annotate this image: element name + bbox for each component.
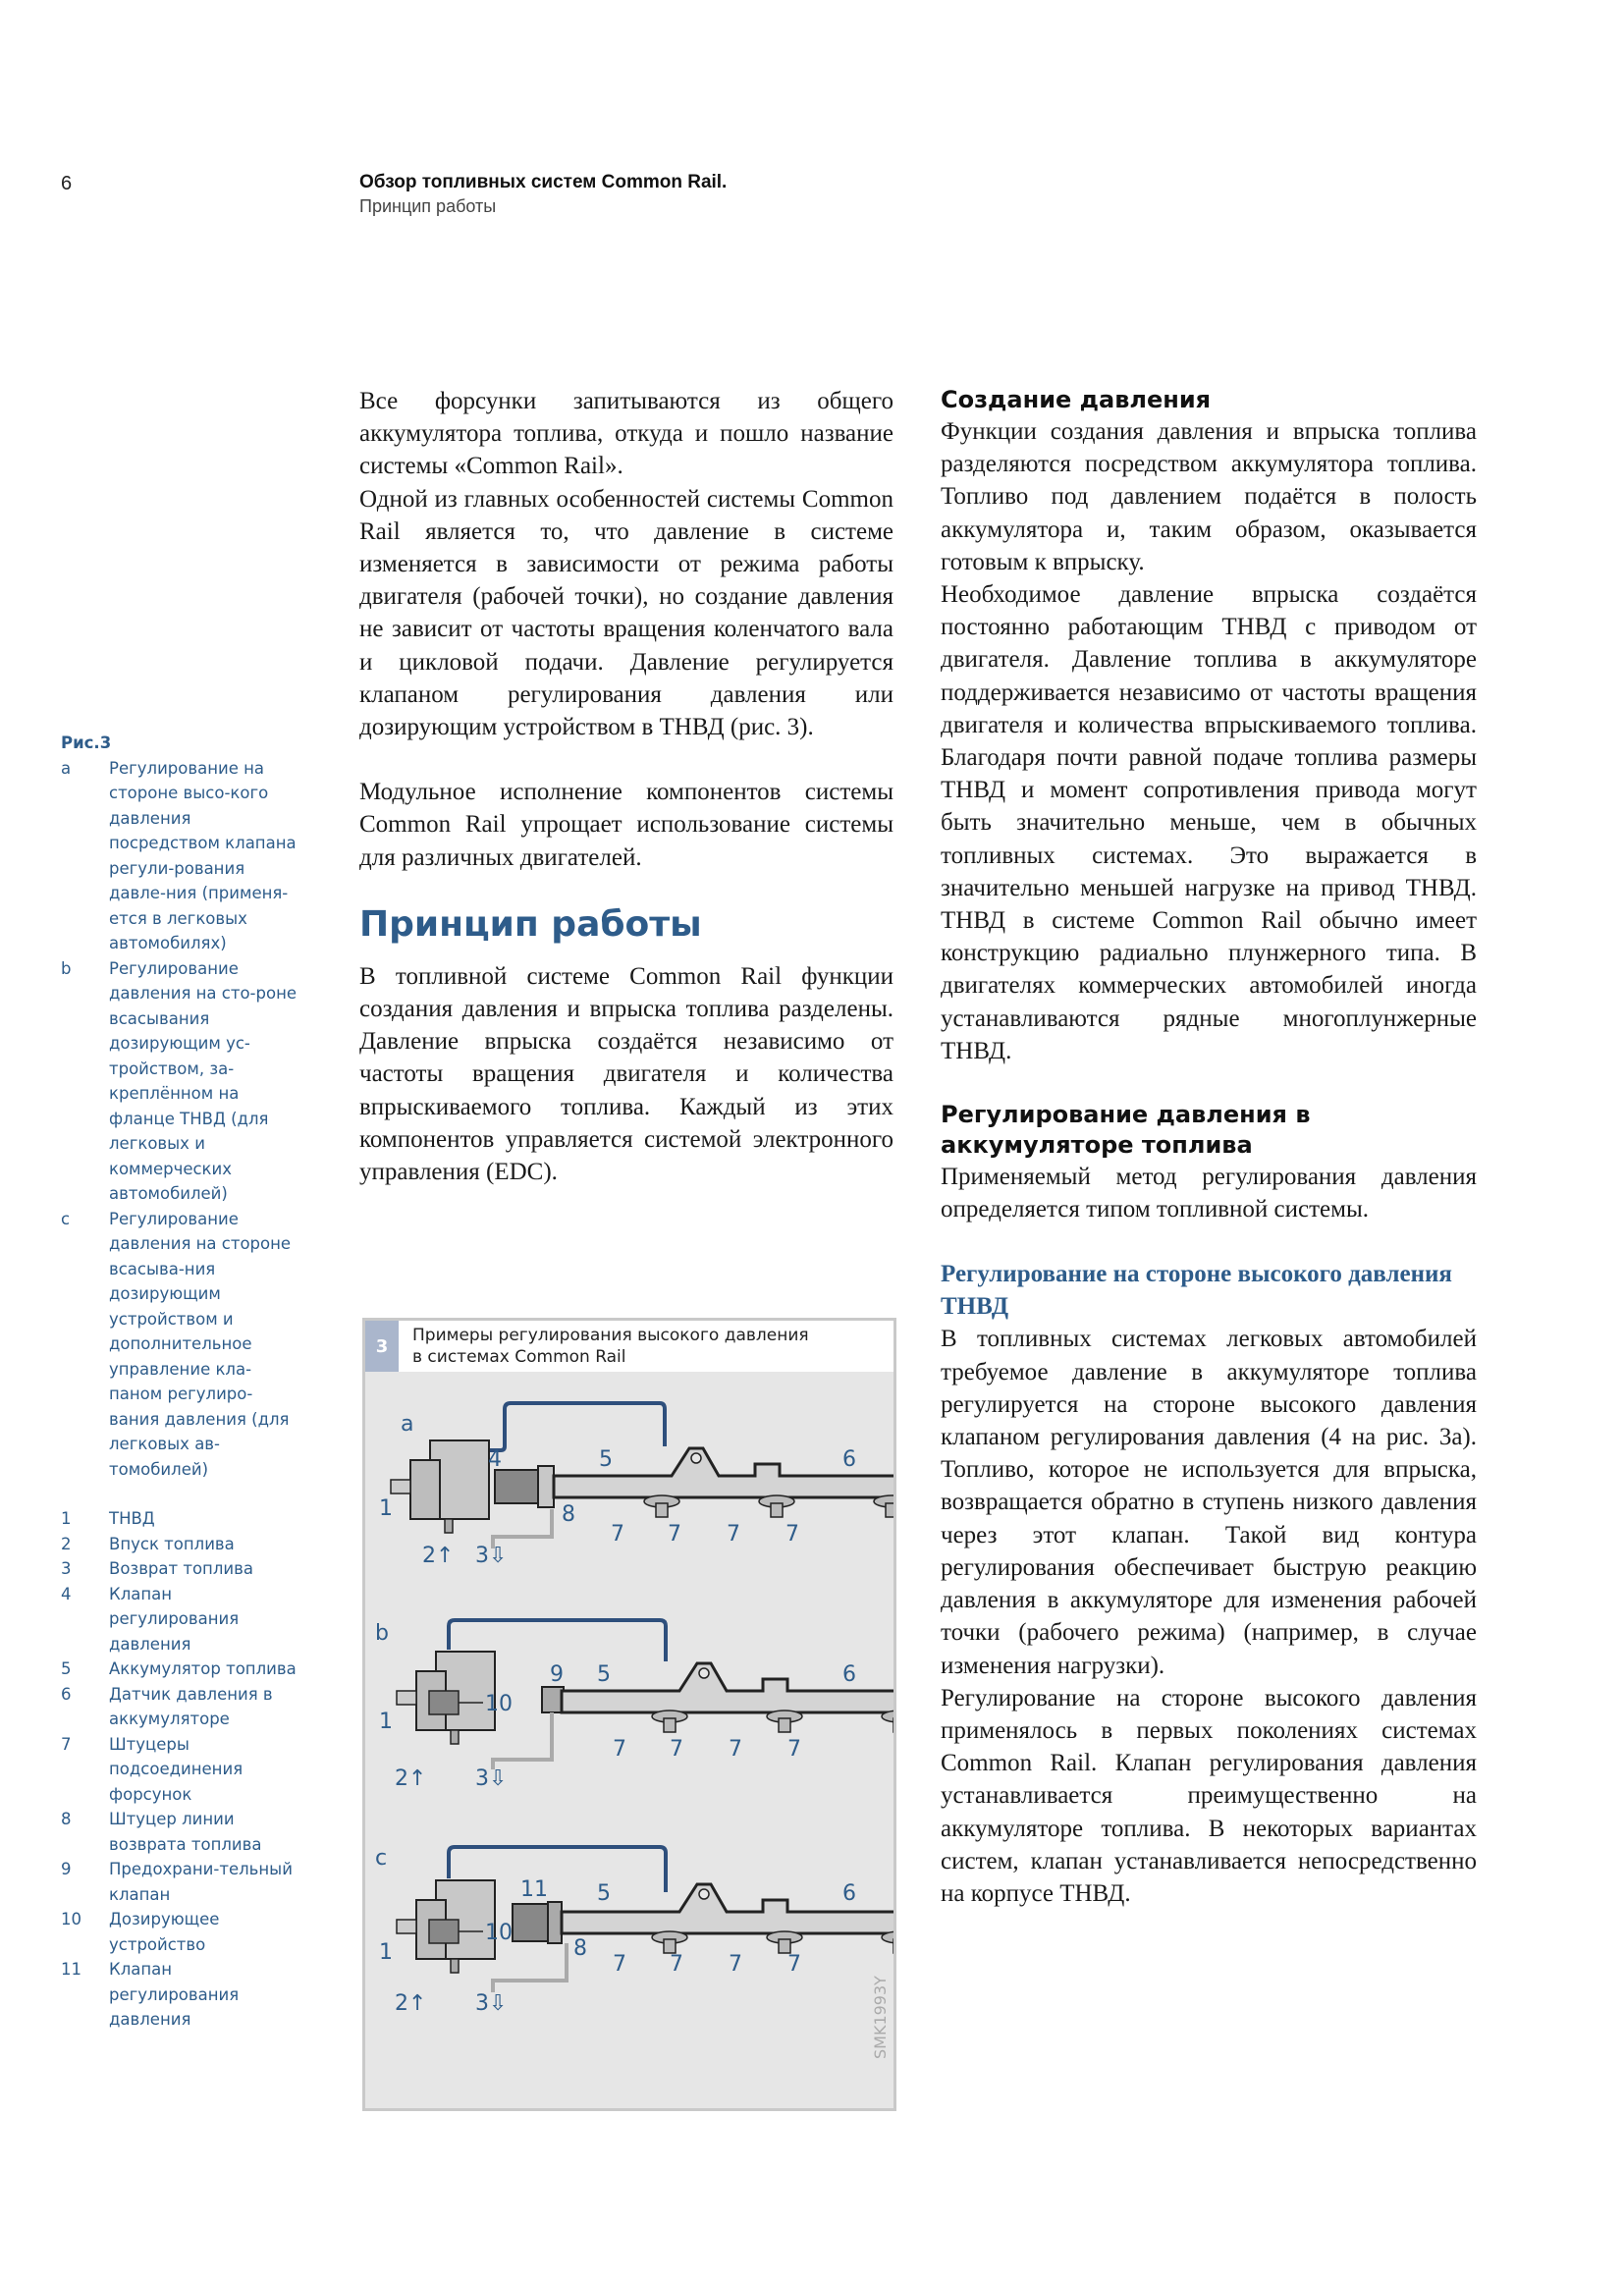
panel-b [375,1620,893,1791]
svg-text:8: 8 [562,1502,575,1527]
running-header-subtitle: Принцип работы [359,196,497,216]
legend-item [61,1582,297,1657]
svg-text:8: 8 [573,1936,587,1961]
legend-item [61,1556,297,1582]
caption-title: Рис.3 [61,733,112,752]
svg-text:7: 7 [787,1737,801,1762]
caption-variant-b [61,956,297,1207]
caption-key: a [61,758,72,778]
svg-text:7: 7 [727,1522,740,1547]
legend-text: Впуск топлива [109,1534,235,1553]
panel-c [375,1846,893,2016]
legend-key: 11 [61,1960,81,1979]
legend-text: ТНВД [109,1509,155,1528]
figure-header [365,1321,893,1372]
subheading-pressure-generation: Создание давления [941,386,1212,413]
legend-text: Клапан регулирования давления [109,1584,240,1654]
legend-text: Датчик давления в аккумуляторе [109,1684,273,1728]
svg-text:6: 6 [842,1662,856,1687]
legend-text: Аккумулятор топлива [109,1659,297,1678]
svg-text:7: 7 [668,1522,681,1547]
svg-text:7: 7 [611,1522,624,1547]
legend-text: Штуцеры подсоединения форсунок [109,1734,244,1804]
svg-text:11: 11 [520,1877,548,1902]
svg-text:1: 1 [379,1940,393,1965]
legend-text: Дозирующее устройство [109,1910,220,1954]
caption-text: Регулирование давления на сто-роне всасывания дозирующим ус-тройством, за-креплённом на фланце ТНВД (для легковых и коммерческих автомобилей) [109,958,298,1203]
svg-text:a: a [401,1412,414,1437]
paragraph: Функции создания давления и впрыска топлива разделяются посредством аккумулятора топлива. Топливо под давлением подаётся в полость аккумулятора и, таким образом, оказывается готовым к впрыску. [941,418,1477,575]
svg-text:1: 1 [379,1710,393,1734]
legend-key: 4 [61,1584,72,1603]
paragraph: Применяемый метод регулирования давления определяется типом топливной системы. [941,1164,1477,1223]
section-heading: Принцип работы [359,903,702,945]
legend-key: 8 [61,1810,72,1828]
svg-text:7: 7 [613,1952,626,1977]
caption-key: c [61,1209,71,1228]
figure-title [399,1321,809,1372]
legend-item [61,1532,297,1557]
svg-text:5: 5 [597,1662,611,1687]
svg-text:6: 6 [842,1447,856,1472]
svg-text:7: 7 [729,1737,742,1762]
svg-text:2↑: 2↑ [395,1766,427,1791]
figure-number-badge: 3 [365,1321,399,1372]
svg-text:2↑: 2↑ [422,1544,455,1568]
svg-text:7: 7 [670,1737,683,1762]
paragraph: Одной из главных особенностей системы Common Rail является то, что давление в системе изменяется в зависимости от режима работы двигателя (рабочей точки), но создание давления не зависит от частоты вращения коленчатого вала и цикловой подачи. Давление регулируется клапаном регулирования давления или дозирующим устройством в ТНВД (рис. 3). [359,485,893,741]
caption-variant-a [61,756,297,956]
svg-text:c: c [375,1846,388,1871]
fuel-system-diagram [365,1372,893,2108]
right-column [941,385,1477,1910]
caption-variant-c [61,1207,297,1483]
figure-3 [362,1318,896,2111]
svg-text:10: 10 [485,1921,513,1945]
legend-key: 5 [61,1659,72,1678]
figure-title-line: Примеры регулирования высокого давления [412,1326,809,1345]
legend-item [61,1857,297,1907]
svg-text:7: 7 [785,1522,799,1547]
paragraph: Необходимое давление впрыска создаётся постоянно работающим ТНВД с приводом от двигателя. Давление топлива в аккумуляторе поддерживается независимо от частоты вращения двигателя и количества впрыскиваемого топлива. Благодаря почти равной подаче топлива размеры ТНВД и момент сопротивления привода могут быть значительно меньше, чем в обычных топливных системах. Это выражается в значительно меньшей нагрузке на привод ТНВД. ТНВД в системе Common Rail обычно имеет конструкцию радиально плунжерного типа. В двигателях коммерческих автомобилей иногда устанавливаются рядные многоплунжерные ТНВД. [941,581,1477,1064]
subheading-high-pressure-side: Регулирование на стороне высокого давления ТНВД [941,1261,1452,1321]
figure-code: SMK1993Y [871,1976,890,2059]
svg-text:3⇩: 3⇩ [475,1544,508,1568]
paragraph: В топливной системе Common Rail функции создания давления и впрыска топлива разделены. Давление впрыска создаётся независимо от частоты вращения двигателя и количества впрыскиваемого топлива. Каждый из этих компонентов управляется системой электронного управления (EDC). [359,962,893,1186]
legend-item [61,1957,297,2033]
legend-key: 2 [61,1534,72,1553]
svg-text:b: b [375,1621,389,1646]
svg-text:5: 5 [597,1881,611,1906]
paragraph: В топливных системах легковых автомобилей требуемое давление в аккумуляторе топлива регулируется на стороне высокого давления клапаном регулирования давления (4 на рис. 3а). Топливо, которое не используется для впрыска, возвращается обратно в ступень низкого давления через этот клапан. Такой вид контура регулирования обеспечивает быструю реакцию давления в аккумуляторе для изменения рабочей точки (рабочего режима) (например, в случае изменения нагрузки). [941,1326,1477,1679]
legend-item [61,1807,297,1857]
paragraph: Модульное исполнение компонентов системы Common Rail упрощает использование системы для различных двигателей. [359,779,893,871]
svg-text:9: 9 [550,1662,564,1687]
legend-key: 3 [61,1559,72,1578]
svg-text:10: 10 [485,1692,513,1716]
legend-key: 6 [61,1684,72,1704]
caption-text: Регулирование давления на стороне всасыва-ния дозирующим устройством и дополнительное управление кла-паном регулиро-вания давления (для легковых ав-томобилей) [109,1209,292,1479]
legend-key: 9 [61,1860,72,1878]
paragraph: Все форсунки запитываются из общего аккумулятора топлива, откуда и пошло название системы «Common Rail». [359,388,893,480]
legend-text: Возврат топлива [109,1559,253,1578]
svg-text:3⇩: 3⇩ [475,1766,508,1791]
panel-a [379,1403,893,1568]
legend-text: Клапан регулирования давления [109,1960,240,2029]
svg-text:4: 4 [488,1447,502,1472]
caption-key: b [61,958,72,978]
legend-key: 1 [61,1509,72,1528]
legend-item [61,1656,297,1682]
svg-text:7: 7 [670,1952,683,1977]
page-number: 6 [61,173,73,194]
svg-text:2↑: 2↑ [395,1991,427,2016]
legend-key: 10 [61,1910,81,1928]
svg-text:7: 7 [613,1737,626,1762]
paragraph: Регулирование на стороне высокого давления применялось в первых поколениях системах Common Rail. Клапан регулирования давления устанавливается преимущественно на аккумуляторе топлива. В некоторых вариантах систем, клапан устанавливается непосредственно на корпусе ТНВД. [941,1684,1477,1907]
svg-text:5: 5 [599,1447,613,1472]
legend-item [61,1907,297,1957]
running-header [359,171,727,218]
svg-text:7: 7 [729,1952,742,1977]
svg-text:7: 7 [787,1952,801,1977]
subheading-rail-pressure-control: Регулирование давления в аккумуляторе топлива [941,1101,1311,1160]
svg-text:1: 1 [379,1496,393,1521]
caption-text: Регулирование на стороне высо-кого давления посредством клапана регули-рования давле-ния (применя-ется в легковых автомобилях) [109,758,297,952]
figure-title-line: в системах Common Rail [412,1347,626,1367]
figure-caption [61,731,297,2033]
svg-text:6: 6 [842,1881,856,1906]
legend-item [61,1732,297,1808]
svg-text:3⇩: 3⇩ [475,1991,508,2016]
middle-column [359,385,893,1188]
legend-item [61,1506,297,1532]
running-header-title: Обзор топливных систем Common Rail. [359,172,728,192]
legend-text: Штуцер линии возврата топлива [109,1810,262,1854]
legend-item [61,1682,297,1732]
legend-key: 7 [61,1734,72,1754]
legend-text: Предохрани-тельный клапан [109,1860,293,1904]
